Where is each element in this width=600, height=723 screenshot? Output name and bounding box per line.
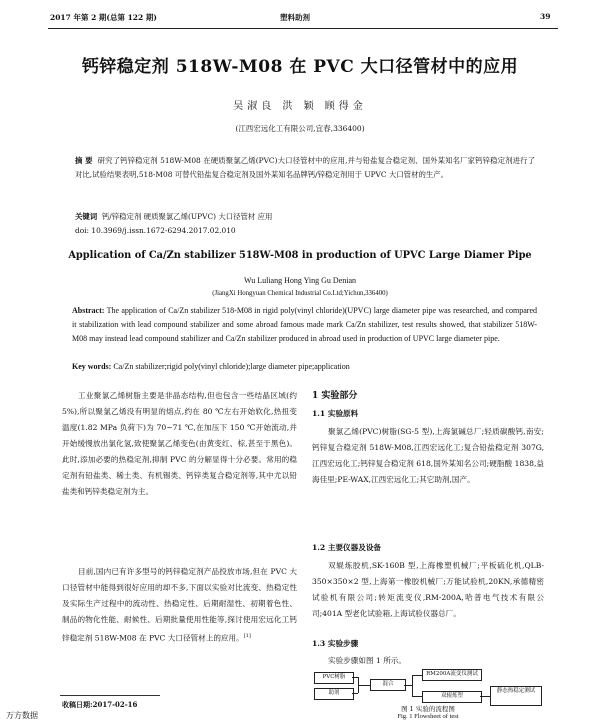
section-1-1-heading: 1.1 实验原料 [312, 409, 359, 418]
english-abstract [72, 304, 537, 346]
figure-caption-cn: 图 1 实验的流程图 [401, 705, 455, 713]
section-1-2-text: 双辊炼胶机,SK-160B 型,上海橡塑机械厂;平板硫化机,QLB-350×350×2 型,上海第一橡胶机械厂;万能试验机,20KN,承德精密试验机有限公司;转矩流变仪,RM-200A,哈普电气技术有限公司;401A 型老化试验箱,上海试验仪器总厂。 [312, 561, 544, 618]
english-authors: Wu Luliang Hong Ying Gu Denian [243, 276, 357, 285]
keywords-cn [75, 210, 535, 224]
flow-line-1 [352, 677, 358, 678]
left-paragraph-2-text: 目前,国内已有许多型号的钙锌稳定剂产品投放市场,但在 PVC 大口径管材中能得到很好应用的却不多,下面以实验对比流变、热稳定性及实际生产过程中的流动性、热稳定性、后期耐湿性、初期着色性、制品的物化性能、耐候性、后期批量使用性能等,探讨使用宏远化工钙锌稳定剂 518W-M08 在 PVC 大口径管材上的应用。 [62, 567, 297, 643]
flow-box-mix: 混合 [370, 679, 406, 691]
english-abstract-text: The application of Ca/Zn stabilizer 518-M08 in rigid poly(vinyl chloride)(UPVC) large diameter pipe was researched, and compared it stabilization with lead compound stabilizer and some abroad famous made mark Ca/Zn stabilizer, test results showed, that stabilizer 518W-M08 may instead lead compound stabilizer and Ca/Zn stabilizer produced in abroad used in production of UPVC large diameter pipe. [72, 306, 538, 343]
section-1-3-text: 实验步骤如图 1 所示。 [328, 656, 407, 665]
english-keywords-label: Key words: [72, 362, 112, 371]
keywords-cn-text: 钙/锌稳定剂 硬质聚氯乙烯(UPVC) 大口径管材 应用 [101, 212, 273, 221]
affiliation: (江西宏远化工有限公司,宜春,336400) [235, 124, 365, 133]
flow-arrow-to-rheometer [412, 675, 422, 676]
received-date: 收稿日期:2017-02-16 [62, 700, 138, 709]
reference-1: [1] [243, 633, 251, 639]
flow-arrow-to-mix [358, 685, 370, 686]
flow-line-2 [352, 693, 358, 694]
flow-arrow-to-mill [412, 696, 422, 697]
header-journal: 塑料助剂 [280, 13, 310, 22]
flow-arrow-to-static [480, 696, 490, 697]
footnote-rule [60, 695, 160, 696]
figure-caption-en: Fig. 1 Flowsheet of test [397, 713, 459, 720]
flow-box-additive: 助剂 [314, 688, 354, 700]
flow-box-static-test: 静态热稳定测试 [490, 686, 542, 706]
keywords-cn-label: 关键词 [75, 212, 98, 221]
section-1-2-heading: 1.2 主要仪器及设备 [312, 543, 382, 552]
header-page-number: 39 [540, 12, 551, 21]
english-affiliation: (JiangXi Hongyuan Chemical Industrial Co.Ltd;Yichun,336400) [212, 290, 388, 297]
doi: doi: 10.3969/j.issn.1672-6294.2017.02.010 [75, 226, 236, 235]
abstract-cn-text: 研究了钙锌稳定剂 518W-M08 在硬质聚氯乙烯(PVC)大口径管材中的应用,并与铅盐复合稳定剂、国外某知名厂家钙锌稳定剂进行了对比,试验结果表明,518-M08 可替代铅盐复合稳定剂及国外某知名品牌钙/锌稳定剂用于 UPVC 大口管材的生产。 [75, 156, 536, 179]
english-keywords [72, 360, 537, 374]
flow-box-mill: 双辊炼塑 [422, 691, 482, 703]
left-paragraph-1: 工业聚氯乙烯树脂主要是非晶态结构,但也包含一些结晶区域(约 5%),所以聚氯乙烯没有明显的熔点,约在 80 ℃左右开始软化,热扭变温度(1.82 MPa 负荷下)为 70~71 ℃,在加压下 150 ℃开始流动,并开始缓慢放出氯化氢,致使聚氯乙烯变色(由黄变红、棕,甚至于黑色)。此时,添加必要的热稳定剂,抑制 PVC 的分解显得十分必要。常用的稳定剂有铅盐类、稀土类、有机锡类、钙锌类复合稳定剂等,其中尤以铅盐类和钙锌类稳定剂为主。 [62, 391, 297, 496]
flow-line-3 [404, 685, 412, 686]
english-title: Application of Ca/Zn stabilizer 518W-M08 in production of UPVC Large Diamer Pipe [68, 250, 532, 261]
section-1-1-text: 聚氯乙烯(PVC)树脂(SG-5 型),上海氯碱总厂;轻质碳酸钙,南安;钙锌复合稳定剂 518W-M08,江西宏远化工;复合铅盐稳定剂 307G,江西宏远化工;钙锌复合稳定剂 618,国外某知名公司;硬脂酸 1838,益海佳里;PE-WAX,江西宏远化工;其它助剂,国产。 [312, 427, 544, 484]
abstract-cn-label: 摘 要 [75, 156, 93, 165]
watermark: 万方数据 [6, 711, 38, 720]
english-abstract-label: Abstract: [72, 306, 105, 315]
flow-box-rheometer: RM200A流变仪测试 [422, 669, 482, 681]
header-rule [48, 28, 558, 29]
flow-box-pvc-resin: PVC树脂 [314, 672, 354, 684]
english-keywords-text: Ca/Zn stabilizer;rigid poly(vinyl chloride);large diameter pipe;application [113, 362, 350, 371]
left-paragraph-2 [62, 564, 297, 647]
section-1-3-heading: 1.3 实验步骤 [312, 639, 359, 648]
paper-title: 钙锌稳定剂 518W-M08 在 PVC 大口径管材中的应用 [81, 57, 519, 77]
flow-split [412, 675, 413, 696]
authors: 吴淑良 洪 颖 顾得金 [233, 101, 367, 112]
header-issue: 2017 年第 2 期(总第 122 期) [50, 13, 157, 22]
abstract-cn [75, 154, 535, 182]
section-1-heading: 1 实验部分 [312, 391, 358, 401]
